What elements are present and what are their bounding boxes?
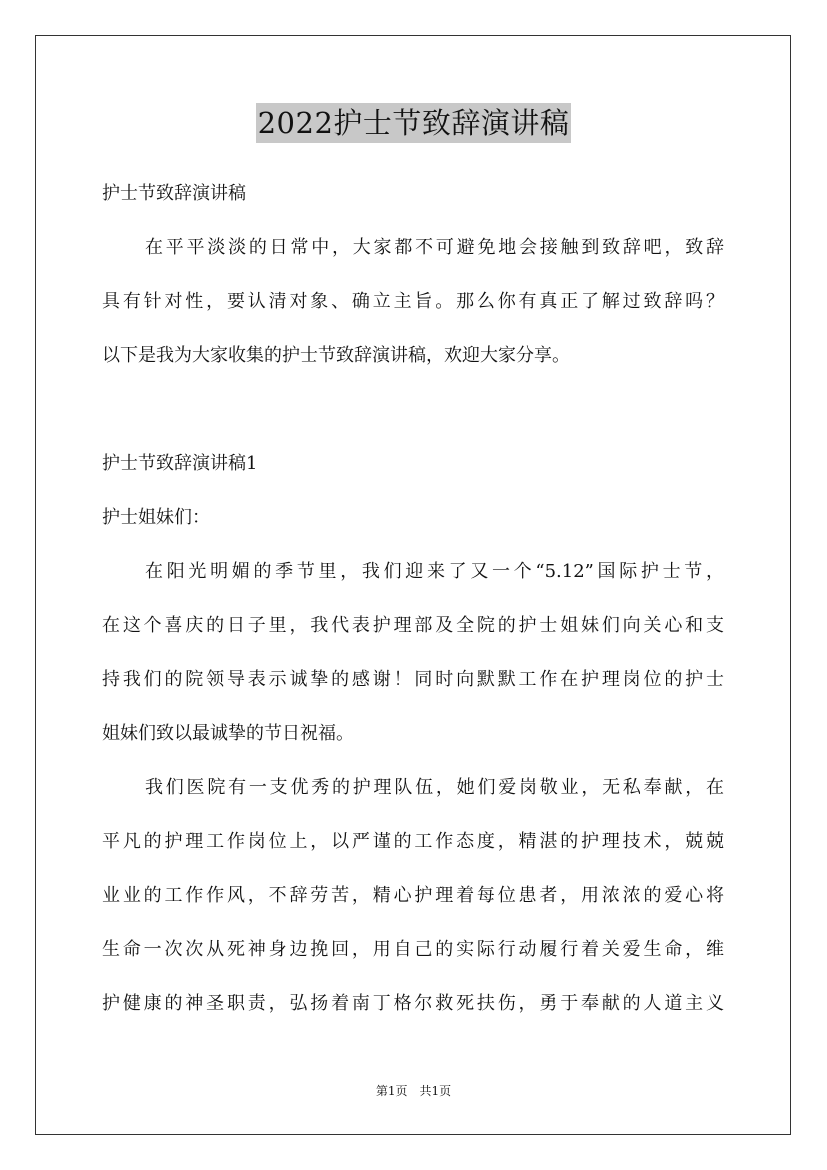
paragraph-line: 在这个喜庆的日子里，我代表护理部及全院的护士姐妹们向关心和支 [102, 615, 724, 636]
section-heading: 护士节致辞演讲稿1 [102, 453, 258, 474]
paragraph-line: 我们医院有一支优秀的护理队伍，她们爱岗敬业，无私奉献，在 [145, 777, 724, 798]
paragraph-line: 生命一次次从死神身边挽回，用自己的实际行动履行着关爱生命，维 [102, 939, 724, 960]
paragraph-line: 具有针对性，要认清对象、确立主旨。那么你有真正了解过致辞吗？ [102, 291, 724, 312]
paragraph-line: 在阳光明媚的季节里，我们迎来了又一个“5.12”国际护士节， [145, 561, 724, 582]
paragraph-line: 平凡的护理工作岗位上，以严谨的工作态度，精湛的护理技术，兢兢 [102, 831, 724, 852]
salutation: 护士姐妹们： [102, 507, 210, 528]
paragraph-line: 姐妹们致以最诚挚的节日祝福。 [102, 723, 354, 744]
document-title: 2022护士节致辞演讲稿 [256, 103, 572, 143]
paragraph-line: 以下是我为大家收集的护士节致辞演讲稿，欢迎大家分享。 [102, 345, 570, 366]
paragraph-line: 在平平淡淡的日常中，大家都不可避免地会接触到致辞吧，致辞 [145, 237, 724, 258]
intro-heading: 护士节致辞演讲稿 [102, 183, 246, 204]
page-footer: 第1页 共1页 [375, 1084, 452, 1098]
paragraph-line: 业业的工作作风，不辞劳苦，精心护理着每位患者，用浓浓的爱心将 [102, 885, 724, 906]
paragraph-line: 持我们的院领导表示诚挚的感谢！同时向默默工作在护理岗位的护士 [102, 669, 724, 690]
title-container [0, 103, 827, 143]
paragraph-line: 护健康的神圣职责，弘扬着南丁格尔救死扶伤，勇于奉献的人道主义 [102, 993, 724, 1014]
